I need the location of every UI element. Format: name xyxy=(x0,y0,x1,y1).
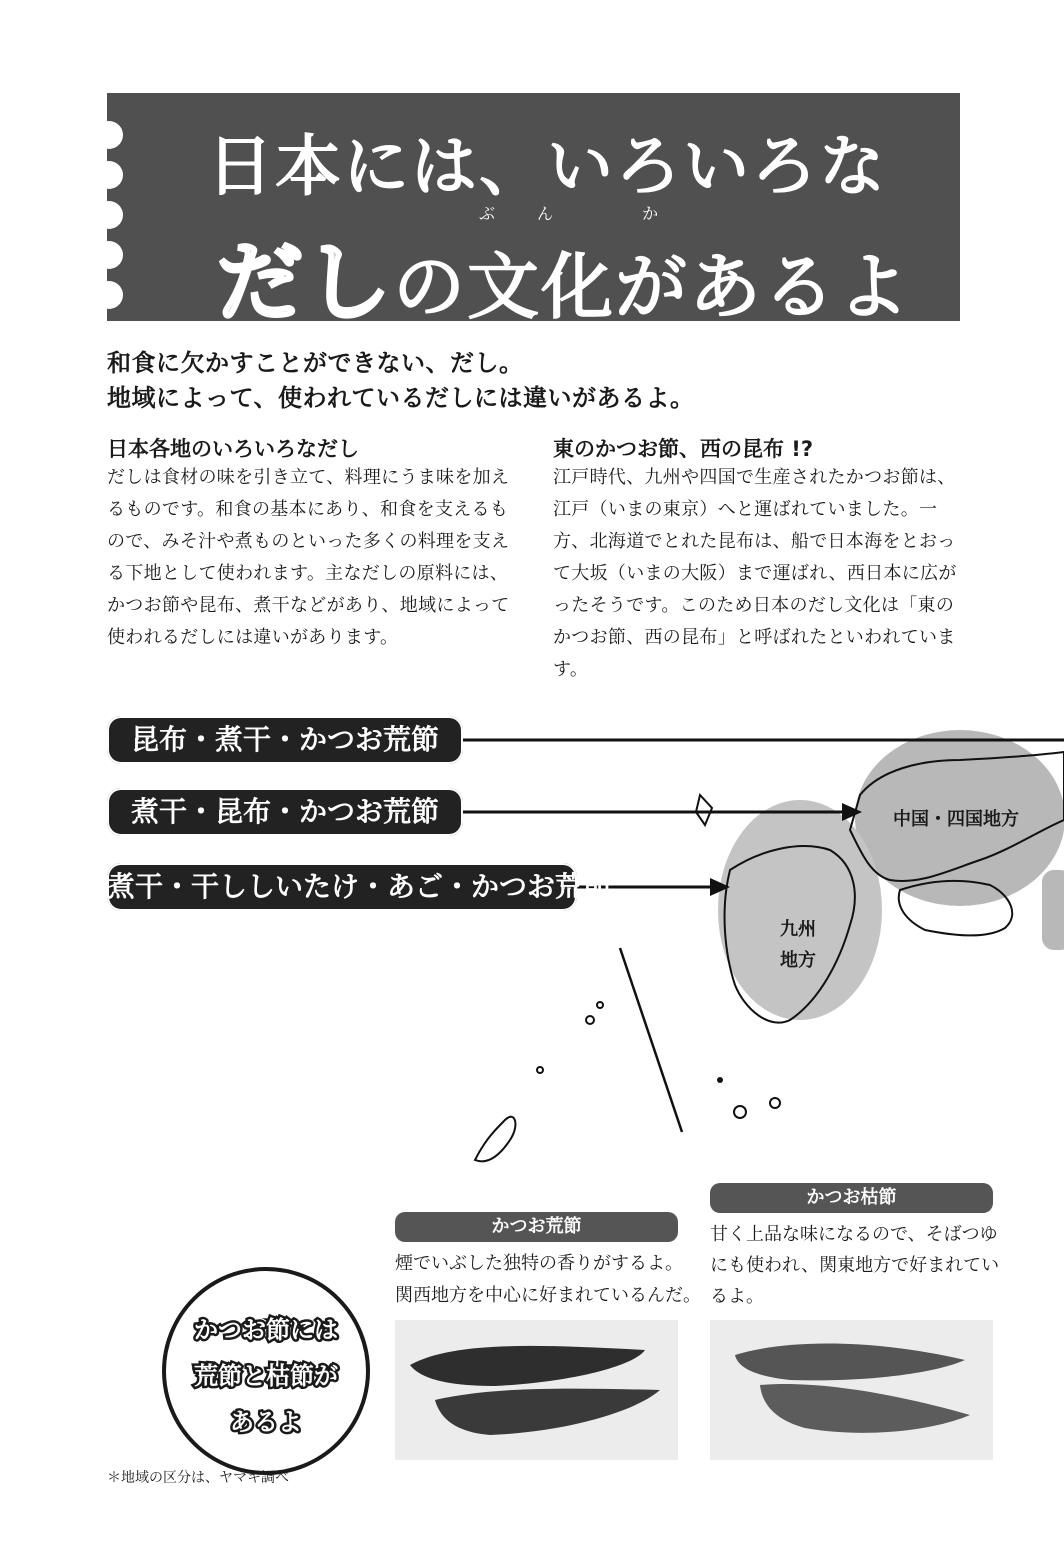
title-line-2-rest: の文化があるよ xyxy=(393,245,912,329)
lead-line-1: 和食に欠かすことができない、だし。 xyxy=(107,349,524,377)
section-heading-local-dashi: 日本各地のいろいろなだし xyxy=(107,437,359,461)
arabushi-photo xyxy=(395,1320,678,1460)
title-line-2 xyxy=(217,213,911,337)
tsushima-outline xyxy=(696,795,712,825)
title-dashi: だし xyxy=(217,233,393,333)
island xyxy=(770,1098,780,1108)
circle-line-2: 荒節と枯節が xyxy=(194,1362,338,1390)
title-line-1: 日本には、いろいろな xyxy=(207,128,887,205)
circle-line-3: あるよ xyxy=(230,1408,302,1436)
title-banner xyxy=(107,93,960,333)
island xyxy=(717,1077,723,1083)
title-ruby: ぶん か xyxy=(479,204,701,223)
section-heading-east-west: 東のかつお節、西の昆布 !? xyxy=(553,437,814,461)
karebushi-line-1: 甘く上品な味になるので、そばつゆ xyxy=(710,1224,998,1245)
region-pill-3: 煮干・干ししいたけ・あご・かつお荒節 xyxy=(107,863,577,911)
binder-ring xyxy=(95,281,123,309)
lead-line-2: 地域によって、使われているだしには違いがあるよ。 xyxy=(107,384,695,412)
island xyxy=(734,1106,746,1118)
section-body-east-west: 江戸時代、九州や四国で生産されたかつお節は、江戸（いまの東京）へと運ばれていました。一方、北海道でとれた昆布は、船で日本海をとおって大坂（いまの大阪）まで運ばれ、西日本に広がったそうです。このため日本のだし文化は「東のかつお節、西の昆布」と呼ばれたといわれています。 xyxy=(553,467,957,680)
region-pill-2: 煮干・昆布・かつお荒節 xyxy=(107,788,463,836)
inset-divider-line xyxy=(620,948,682,1132)
karebushi-photo xyxy=(710,1320,993,1460)
binder-ring xyxy=(95,201,123,229)
karebushi-title: かつお枯節 xyxy=(710,1183,993,1213)
map-label-chugoku-shikoku: 中国・四国地方 xyxy=(893,809,1019,830)
karebushi-line-3: るよ。 xyxy=(710,1286,764,1307)
island xyxy=(537,1067,543,1073)
arabushi-fish-image xyxy=(395,1320,678,1460)
kyushu-region xyxy=(718,800,882,1020)
binder-ring xyxy=(95,161,123,189)
binder-ring xyxy=(95,121,123,149)
arabushi-line-2: 関西地方を中心に好まれているんだ。 xyxy=(395,1285,701,1306)
binder-ring xyxy=(95,241,123,269)
map-label-kyushu-2: 地方 xyxy=(780,950,816,971)
island xyxy=(586,1016,594,1024)
region-pill-1: 昆布・煮干・かつお荒節 xyxy=(107,716,463,764)
karebushi-line-2: にも使われ、関東地方で好まれてい xyxy=(710,1255,1000,1276)
circle-text xyxy=(166,1307,366,1445)
katsuobushi-circle xyxy=(162,1267,370,1475)
circle-line-1: かつお節には xyxy=(194,1316,338,1344)
arabushi-line-1: 煙でいぶした独特の香りがするよ。 xyxy=(395,1253,683,1274)
kansai-region-edge xyxy=(1042,870,1064,950)
arabushi-title: かつお荒節 xyxy=(395,1212,678,1242)
section-body-local-dashi: だしは食材の味を引き立て、料理にうま味を加えるものです。和食の基本にあり、和食を支えるもので、みそ汁や煮ものといった多くの料理を支える下地として使われます。主なだしの原料には、かつお節や昆布、煮干などがあり、地域によって使われるだしには違いがあります。 xyxy=(107,467,510,648)
okinawa-outline xyxy=(475,1117,515,1162)
japan-map xyxy=(0,700,1064,1180)
karebushi-fish-image xyxy=(710,1320,993,1460)
map-label-kyushu-1: 九州 xyxy=(780,919,816,940)
island xyxy=(597,1002,603,1008)
footnote: ＊地域の区分は、ヤマキ調べ xyxy=(107,1470,289,1486)
